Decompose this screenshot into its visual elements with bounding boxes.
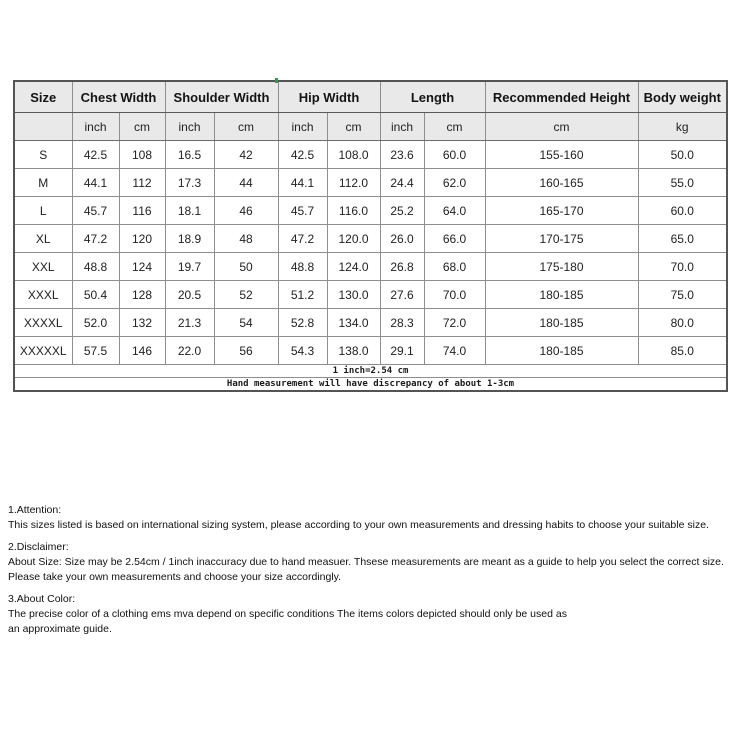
value-cell: 85.0	[638, 337, 727, 365]
value-cell: 165-170	[485, 197, 638, 225]
value-cell: 45.7	[278, 197, 327, 225]
value-cell: 138.0	[327, 337, 380, 365]
unit-cell: cm	[119, 113, 165, 141]
size-cell: XXXXXL	[14, 337, 72, 365]
value-cell: 50.0	[638, 141, 727, 169]
value-cell: 29.1	[380, 337, 424, 365]
value-cell: 47.2	[278, 225, 327, 253]
table-row	[14, 225, 727, 253]
value-cell: 57.5	[72, 337, 119, 365]
note-line: Please take your own measurements and choose your size accordingly.	[8, 571, 342, 583]
unit-cell: inch	[72, 113, 119, 141]
value-cell: 42	[214, 141, 278, 169]
size-cell: XXL	[14, 253, 72, 281]
size-cell: XL	[14, 225, 72, 253]
unit-cell: inch	[278, 113, 327, 141]
value-cell: 112	[119, 169, 165, 197]
value-cell: 180-185	[485, 281, 638, 309]
value-cell: 54.3	[278, 337, 327, 365]
unit-cell: cm	[214, 113, 278, 141]
value-cell: 50	[214, 253, 278, 281]
value-cell: 28.3	[380, 309, 424, 337]
unit-cell: inch	[380, 113, 424, 141]
footnote-text: Hand measurement will have discrepancy of about 1-3cm	[14, 378, 727, 392]
value-cell: 50.4	[72, 281, 119, 309]
value-cell: 25.2	[380, 197, 424, 225]
value-cell: 48.8	[278, 253, 327, 281]
value-cell: 160-165	[485, 169, 638, 197]
table-row	[14, 337, 727, 365]
size-chart-table	[13, 80, 728, 392]
table-row	[14, 197, 727, 225]
value-cell: 26.8	[380, 253, 424, 281]
column-header: Recommended Height	[485, 81, 638, 113]
value-cell: 18.9	[165, 225, 214, 253]
unit-cell: cm	[424, 113, 485, 141]
value-cell: 108	[119, 141, 165, 169]
value-cell: 44.1	[278, 169, 327, 197]
value-cell: 23.6	[380, 141, 424, 169]
table-row	[14, 253, 727, 281]
value-cell: 44	[214, 169, 278, 197]
value-cell: 132	[119, 309, 165, 337]
value-cell: 51.2	[278, 281, 327, 309]
value-cell: 45.7	[72, 197, 119, 225]
value-cell: 75.0	[638, 281, 727, 309]
value-cell: 48.8	[72, 253, 119, 281]
value-cell: 146	[119, 337, 165, 365]
column-header: Hip Width	[278, 81, 380, 113]
value-cell: 22.0	[165, 337, 214, 365]
size-cell: S	[14, 141, 72, 169]
note-disclaimer	[8, 540, 724, 585]
unit-cell: cm	[485, 113, 638, 141]
value-cell: 19.7	[165, 253, 214, 281]
unit-cell	[14, 113, 72, 141]
value-cell: 66.0	[424, 225, 485, 253]
value-cell: 44.1	[72, 169, 119, 197]
size-cell: L	[14, 197, 72, 225]
note-line: About Size: Size may be 2.54cm / 1inch inaccuracy due to hand measuer. Thsese measurements are meant as a guide to help you select the correct size.	[8, 556, 724, 568]
green-pixel-artifact	[275, 78, 278, 83]
note-heading: 2.Disclaimer:	[8, 541, 69, 553]
value-cell: 130.0	[327, 281, 380, 309]
value-cell: 17.3	[165, 169, 214, 197]
note-line: This sizes listed is based on international sizing system, please according to your own measurements and dressing habits to choose your suitable size.	[8, 519, 709, 531]
footnote-text: 1 inch=2.54 cm	[14, 365, 727, 378]
value-cell: 16.5	[165, 141, 214, 169]
value-cell: 56	[214, 337, 278, 365]
value-cell: 46	[214, 197, 278, 225]
value-cell: 64.0	[424, 197, 485, 225]
value-cell: 120.0	[327, 225, 380, 253]
size-cell: XXXL	[14, 281, 72, 309]
value-cell: 21.3	[165, 309, 214, 337]
value-cell: 52.8	[278, 309, 327, 337]
table-row	[14, 281, 727, 309]
table-row	[14, 141, 727, 169]
value-cell: 47.2	[72, 225, 119, 253]
footnote-row	[14, 365, 727, 378]
units-row	[14, 113, 727, 141]
value-cell: 48	[214, 225, 278, 253]
value-cell: 52	[214, 281, 278, 309]
value-cell: 24.4	[380, 169, 424, 197]
note-attention	[8, 503, 724, 533]
value-cell: 62.0	[424, 169, 485, 197]
value-cell: 155-160	[485, 141, 638, 169]
value-cell: 128	[119, 281, 165, 309]
value-cell: 180-185	[485, 309, 638, 337]
column-header: Length	[380, 81, 485, 113]
unit-cell: inch	[165, 113, 214, 141]
value-cell: 42.5	[278, 141, 327, 169]
column-header: Shoulder Width	[165, 81, 278, 113]
value-cell: 180-185	[485, 337, 638, 365]
notes-section	[8, 503, 724, 644]
value-cell: 65.0	[638, 225, 727, 253]
value-cell: 124	[119, 253, 165, 281]
footnote-row	[14, 378, 727, 392]
value-cell: 70.0	[638, 253, 727, 281]
value-cell: 108.0	[327, 141, 380, 169]
table-header-row	[14, 81, 727, 113]
value-cell: 72.0	[424, 309, 485, 337]
value-cell: 52.0	[72, 309, 119, 337]
note-line: an approximate guide.	[8, 623, 112, 635]
value-cell: 80.0	[638, 309, 727, 337]
column-header: Chest Width	[72, 81, 165, 113]
size-cell: M	[14, 169, 72, 197]
value-cell: 18.1	[165, 197, 214, 225]
table-row	[14, 309, 727, 337]
value-cell: 42.5	[72, 141, 119, 169]
value-cell: 55.0	[638, 169, 727, 197]
note-heading: 3.About Color:	[8, 593, 76, 605]
size-cell: XXXXL	[14, 309, 72, 337]
value-cell: 175-180	[485, 253, 638, 281]
note-line: The precise color of a clothing ems mva depend on specific conditions The items colors depicted should only be used as	[8, 608, 567, 620]
value-cell: 70.0	[424, 281, 485, 309]
note-heading: 1.Attention:	[8, 504, 62, 516]
value-cell: 112.0	[327, 169, 380, 197]
unit-cell: cm	[327, 113, 380, 141]
value-cell: 120	[119, 225, 165, 253]
value-cell: 60.0	[424, 141, 485, 169]
column-header: Body weight	[638, 81, 727, 113]
value-cell: 68.0	[424, 253, 485, 281]
value-cell: 116.0	[327, 197, 380, 225]
table-row	[14, 169, 727, 197]
value-cell: 134.0	[327, 309, 380, 337]
value-cell: 20.5	[165, 281, 214, 309]
value-cell: 26.0	[380, 225, 424, 253]
value-cell: 74.0	[424, 337, 485, 365]
value-cell: 124.0	[327, 253, 380, 281]
column-header: Size	[14, 81, 72, 113]
note-about-color	[8, 592, 724, 637]
value-cell: 170-175	[485, 225, 638, 253]
value-cell: 60.0	[638, 197, 727, 225]
value-cell: 116	[119, 197, 165, 225]
value-cell: 27.6	[380, 281, 424, 309]
value-cell: 54	[214, 309, 278, 337]
unit-cell: kg	[638, 113, 727, 141]
